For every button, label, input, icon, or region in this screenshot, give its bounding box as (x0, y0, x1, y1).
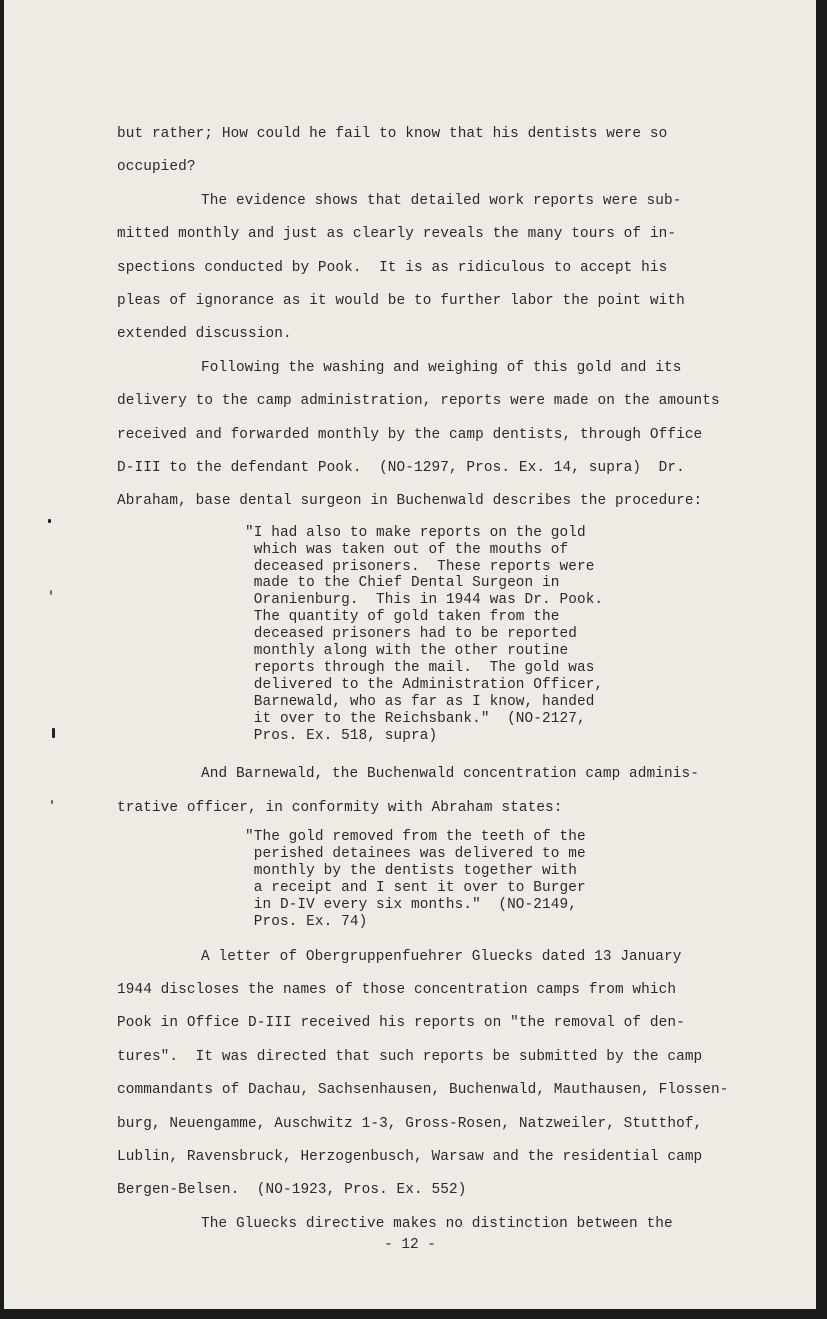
text-line: And Barnewald, the Buchenwald concentration camp adminis- (201, 766, 699, 783)
quote-line: "The gold removed from the teeth of the (245, 829, 586, 846)
quote-line: made to the Chief Dental Surgeon in (245, 575, 560, 592)
quote-line: perished detainees was delivered to me (245, 846, 586, 863)
margin-mark-3 (52, 728, 55, 738)
quote-line: monthly by the dentists together with (245, 863, 577, 880)
text-line: trative officer, in conformity with Abraham states: (117, 799, 563, 816)
margin-mark-4 (51, 800, 53, 804)
quote-line: Pros. Ex. 74) (245, 913, 368, 930)
text-line: Abraham, base dental surgeon in Buchenwald describes the procedure: (117, 493, 703, 510)
quote-line: in D-IV every six months." (NO-2149, (245, 896, 577, 913)
quote-line: The quantity of gold taken from the (245, 609, 560, 626)
margin-mark-1 (48, 519, 51, 523)
paragraph-group-2 (117, 758, 717, 825)
quote-line: reports through the mail. The gold was (245, 659, 595, 676)
quote-line: Pros. Ex. 518, supra) (245, 727, 438, 744)
text-line: tures". It was directed that such reports be submitted by the camp (117, 1048, 703, 1065)
block-quote-barnewald (245, 829, 717, 930)
text-line: D-III to the defendant Pook. (NO-1297, Pros. Ex. 14, supra) Dr. (117, 459, 685, 476)
text-line: delivery to the camp administration, reports were made on the amounts (117, 393, 720, 410)
document-page (4, 0, 816, 1309)
text-line: The evidence shows that detailed work reports were sub- (201, 192, 682, 209)
text-line: spections conducted by Pook. It is as ridiculous to accept his (117, 259, 668, 276)
text-line: A letter of Obergruppenfuehrer Gluecks dated 13 January (201, 948, 682, 965)
text-line: extended discussion. (117, 326, 292, 343)
paragraph-group-1 (117, 118, 720, 519)
text-line: occupied? (117, 159, 196, 176)
text-line: The Gluecks directive makes no distinction between the (201, 1215, 673, 1232)
text-line: Lublin, Ravensbruck, Herzogenbusch, Warsaw and the residential camp (117, 1149, 703, 1166)
quote-line: it over to the Reichsbank." (NO-2127, (245, 710, 586, 727)
text-line: mitted monthly and just as clearly reveals the many tours of in- (117, 226, 677, 243)
quote-line: deceased prisoners. These reports were (245, 558, 595, 575)
quote-line: a receipt and I sent it over to Burger (245, 879, 586, 896)
quote-line: Oranienburg. This in 1944 was Dr. Pook. (245, 592, 604, 609)
quote-line: monthly along with the other routine (245, 643, 569, 660)
document-body (117, 118, 729, 1241)
quote-line: Barnewald, who as far as I know, handed (245, 693, 595, 710)
text-line: Pook in Office D-III received his reports on "the removal of den- (117, 1015, 685, 1032)
quote-line: which was taken out of the mouths of (245, 541, 569, 558)
text-line: received and forwarded monthly by the camp dentists, through Office (117, 426, 703, 443)
block-quote-abraham (245, 525, 717, 745)
quote-line: deceased prisoners had to be reported (245, 626, 577, 643)
quote-line: "I had also to make reports on the gold (245, 524, 586, 541)
quote-line: delivered to the Administration Officer, (245, 676, 604, 693)
text-line: 1944 discloses the names of those concentration camps from which (117, 982, 677, 999)
text-line: Following the washing and weighing of this gold and its (201, 359, 682, 376)
page-number: - 12 - (384, 1237, 436, 1253)
paragraph-group-3 (117, 941, 729, 1242)
text-line: pleas of ignorance as it would be to further labor the point with (117, 292, 685, 309)
text-line: burg, Neuengamme, Auschwitz 1-3, Gross-Rosen, Natzweiler, Stutthof, (117, 1115, 703, 1132)
margin-mark-2 (50, 590, 52, 595)
text-line: but rather; How could he fail to know that his dentists were so (117, 126, 668, 142)
text-line: commandants of Dachau, Sachsenhausen, Buchenwald, Mauthausen, Flossen- (117, 1082, 729, 1099)
text-line: Bergen-Belsen. (NO-1923, Pros. Ex. 552) (117, 1182, 467, 1199)
